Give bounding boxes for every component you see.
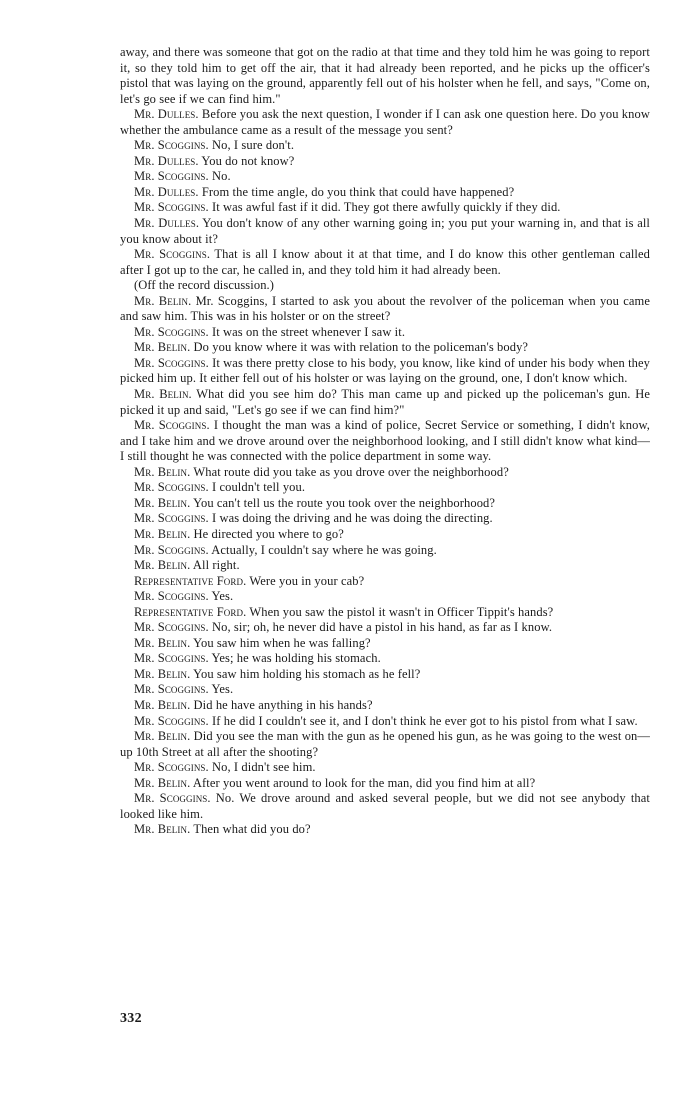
speaker-name: Mr. Scoggins.	[134, 247, 211, 262]
statement-text: You don't know of any other warning going in; you put your warning in, and that is all you know about it?	[120, 216, 651, 246]
testimony-paragraph	[120, 169, 650, 185]
speaker-name: Mr. Scoggins.	[134, 138, 209, 153]
statement-text: I couldn't tell you.	[208, 480, 306, 495]
speaker-name: Mr. Belin.	[134, 822, 191, 837]
speaker-name: Mr. Scoggins.	[134, 511, 209, 526]
statement-text: When you saw the pistol it wasn't in Officer Tippit's hands?	[246, 604, 554, 619]
statement-text: You do not know?	[198, 153, 295, 168]
statement-text: From the time angle, do you think that could have happened?	[198, 184, 515, 199]
testimony-paragraph	[120, 511, 650, 527]
statement-text: He directed you where to go?	[190, 526, 344, 541]
speaker-name: Mr. Scoggins.	[134, 324, 209, 339]
statement-text: After you went around to look for the man, did you find him at all?	[190, 775, 536, 790]
statement-text: Mr. Scoggins, I started to ask you about the revolver of the policeman when you came and saw him. This was in his holster or on the street?	[120, 293, 650, 324]
speaker-name: Mr. Scoggins.	[134, 791, 211, 806]
speaker-name: Mr. Scoggins.	[134, 169, 209, 184]
testimony-paragraph	[120, 387, 650, 418]
testimony-paragraph	[120, 247, 650, 278]
testimony-paragraph	[120, 682, 650, 698]
statement-text: No, I sure don't.	[208, 138, 295, 153]
testimony-paragraph	[120, 574, 650, 590]
testimony-paragraph	[120, 45, 650, 107]
speaker-name: Mr. Scoggins.	[134, 760, 209, 775]
statement-text: Actually, I couldn't say where he was going.	[208, 542, 437, 557]
testimony-paragraph	[120, 651, 650, 667]
testimony-paragraph	[120, 543, 650, 559]
testimony-paragraph	[120, 714, 650, 730]
statement-text: No, sir; oh, he never did have a pistol in his hand, as far as I know.	[208, 620, 553, 635]
statement-text: Yes.	[208, 682, 234, 697]
testimony-paragraph	[120, 356, 650, 387]
testimony-paragraph	[120, 636, 650, 652]
speaker-name: Mr. Scoggins.	[134, 651, 209, 666]
statement-text: away, and there was someone that got on the radio at that time and they told him he was going to report it, so they told him to get off the air, that it had already been reported, and he picks up the officer's pistol that was laying on the ground, apparently fell out of his holster when he fell, and says, "Come on, let's go see if we can find him."	[120, 45, 650, 106]
testimony-paragraph	[120, 589, 650, 605]
testimony-paragraph	[120, 698, 650, 714]
speaker-name: Mr. Belin.	[134, 697, 191, 712]
speaker-name: Mr. Scoggins.	[134, 589, 209, 604]
speaker-name: Mr. Dulles.	[134, 184, 199, 199]
speaker-name: Mr. Belin.	[134, 635, 191, 650]
testimony-paragraph	[120, 107, 650, 138]
testimony-paragraph	[120, 527, 650, 543]
speaker-name: Mr. Belin.	[134, 775, 191, 790]
testimony-paragraph	[120, 667, 650, 683]
testimony-paragraph	[120, 776, 650, 792]
testimony-paragraph	[120, 605, 650, 621]
testimony-paragraph	[120, 729, 650, 760]
testimony-paragraph	[120, 325, 650, 341]
speaker-name: Mr. Scoggins.	[134, 480, 209, 495]
speaker-name: Mr. Scoggins.	[134, 682, 209, 697]
testimony-paragraph	[120, 200, 650, 216]
speaker-name: Mr. Scoggins.	[134, 200, 209, 215]
speaker-name: Representative Ford.	[134, 573, 247, 588]
statement-text: Yes; he was holding his stomach.	[208, 651, 381, 666]
statement-text: It was there pretty close to his body, you know, like kind of under his body when they picked him up. It either fell out of his holster or was laying on the ground, one, I don't know which.	[120, 355, 650, 386]
speaker-name: Mr. Dulles.	[134, 153, 199, 168]
testimony-paragraph	[120, 760, 650, 776]
speaker-name: Mr. Scoggins.	[134, 418, 210, 433]
speaker-name: Mr. Scoggins.	[134, 355, 209, 370]
statement-text: No.	[208, 169, 231, 184]
statement-text: It was on the street whenever I saw it.	[208, 324, 406, 339]
speaker-name: Mr. Belin.	[134, 558, 191, 573]
transcript-body	[120, 45, 650, 838]
statement-text: Were you in your cab?	[246, 573, 365, 588]
statement-text: Yes.	[208, 589, 234, 604]
testimony-paragraph	[120, 496, 650, 512]
testimony-paragraph	[120, 340, 650, 356]
testimony-paragraph	[120, 294, 650, 325]
statement-text: Do you know where it was with relation to the policeman's body?	[190, 340, 529, 355]
statement-text: I was doing the driving and he was doing the directing.	[208, 511, 493, 526]
statement-text: What route did you take as you drove over the neighborhood?	[190, 464, 509, 479]
statement-text: No, I didn't see him.	[208, 760, 316, 775]
testimony-paragraph	[120, 822, 650, 838]
statement-text: You saw him when he was falling?	[190, 635, 371, 650]
speaker-name: Mr. Belin.	[134, 387, 192, 402]
testimony-paragraph	[120, 620, 650, 636]
statement-text: (Off the record discussion.)	[134, 278, 275, 293]
statement-text: I thought the man was a kind of police, Secret Service or something, I didn't know, and I take him and we drove around over the neighborhood looking, and I still didn't know what kind—I still thought he was connected with the police department in some way.	[120, 418, 651, 464]
speaker-name: Mr. Dulles.	[134, 216, 200, 231]
statement-text: Before you ask the next question, I wonder if I can ask one question here. Do you know whether the ambulance came as a result of the message you sent?	[120, 107, 650, 137]
testimony-paragraph	[120, 278, 650, 294]
speaker-name: Mr. Scoggins.	[134, 713, 209, 728]
testimony-paragraph	[120, 480, 650, 496]
speaker-name: Mr. Belin.	[134, 729, 191, 744]
statement-text: Then what did you do?	[190, 822, 311, 837]
statement-text: It was awful fast if it did. They got there awfully quickly if they did.	[208, 200, 561, 215]
testimony-paragraph	[120, 216, 650, 247]
testimony-paragraph	[120, 138, 650, 154]
statement-text: What did you see him do? This man came up and picked up the policeman's gun. He picked it up and said, "Let's go see if we can find him?"	[120, 387, 650, 417]
statement-text: Did he have anything in his hands?	[190, 697, 373, 712]
testimony-paragraph	[120, 154, 650, 170]
testimony-paragraph	[120, 465, 650, 481]
statement-text: You saw him holding his stomach as he fell?	[190, 666, 421, 681]
speaker-name: Mr. Belin.	[134, 495, 191, 510]
speaker-name: Mr. Scoggins.	[134, 542, 209, 557]
speaker-name: Mr. Belin.	[134, 666, 191, 681]
speaker-name: Mr. Belin.	[134, 293, 192, 308]
testimony-paragraph	[120, 418, 650, 465]
speaker-name: Mr. Scoggins.	[134, 620, 209, 635]
speaker-name: Mr. Dulles.	[134, 107, 199, 122]
testimony-paragraph	[120, 185, 650, 201]
speaker-name: Mr. Belin.	[134, 340, 191, 355]
statement-text: You can't tell us the route you took over the neighborhood?	[190, 495, 496, 510]
speaker-name: Representative Ford.	[134, 604, 247, 619]
statement-text: That is all I know about it at that time, and I do know this other gentleman called after I got up to the car, he called in, and they told him it had already been.	[120, 247, 650, 277]
statement-text: Did you see the man with the gun as he opened his gun, as he was going to the west on—up 10th Street at all after the shooting?	[120, 729, 650, 759]
speaker-name: Mr. Belin.	[134, 464, 191, 479]
speaker-name: Mr. Belin.	[134, 526, 191, 541]
statement-text: If he did I couldn't see it, and I don't think he ever got to his pistol from what I saw.	[208, 713, 638, 728]
page-number: 332	[120, 1011, 142, 1026]
testimony-paragraph	[120, 791, 650, 822]
statement-text: All right.	[190, 558, 240, 573]
testimony-paragraph	[120, 558, 650, 574]
statement-text: No. We drove around and asked several people, but we did not see anybody that looked like him.	[120, 791, 650, 821]
